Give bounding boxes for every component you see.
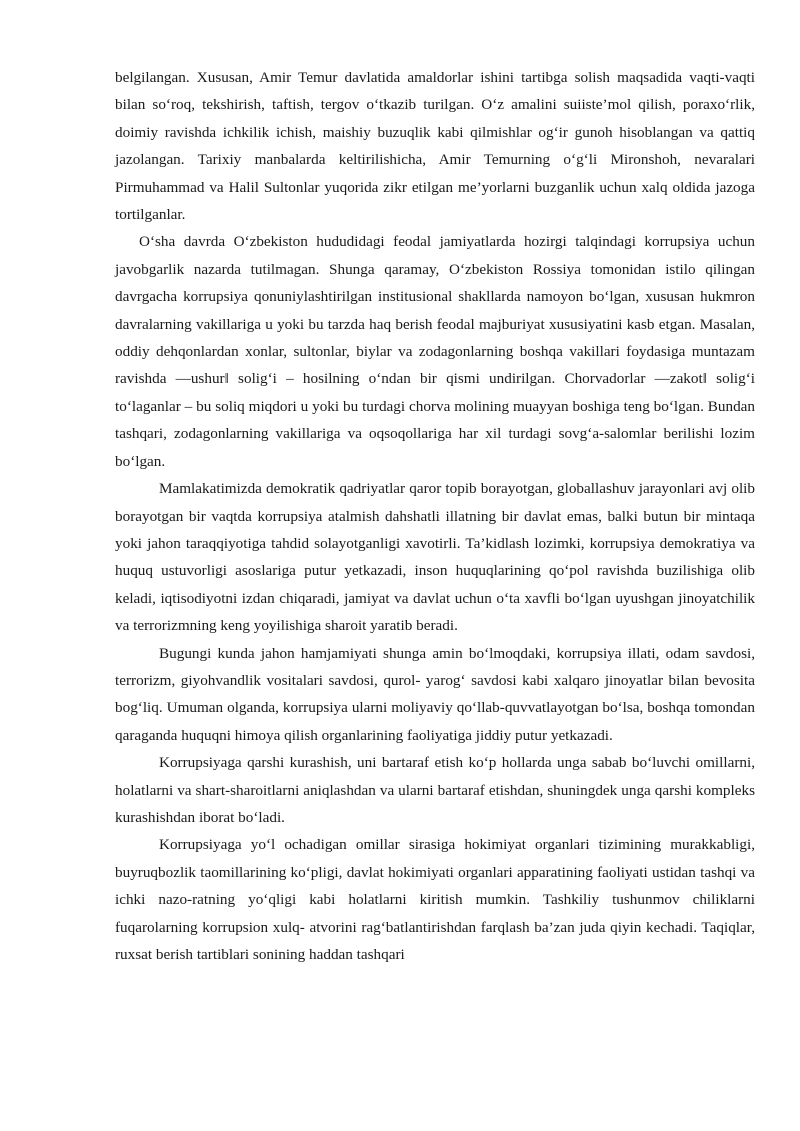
paragraph-2: O‘sha davrda O‘zbekiston hududidagi feodal jamiyatlarda hozirgi talqindagi korrupsiya uchun javobgarlik nazarda tutilmagan. Shunga qaramay, O‘zbekiston Rossiya tomonidan istilo qilingan davrgacha korrupsiya qonuniylashtirilgan institusional shakllarda namoyon bo‘lgan, xususan hukmron davralarning vakillariga u yoki bu tarzda haq berish feodal majburiyat xususiyatini kasb etgan. Masalan, oddiy dehqonlardan xonlar, sultonlar, biylar va zodagonlarning boshqa vakillari foydasiga muntazam ravishda ―ushur‖ solig‘i – hosilning o‘ndan bir qismi undirilgan. Chorvadorlar ―zakot‖ solig‘i to‘laganlar – bu soliq miqdori u yoki bu turdagi chorva molining muayyan boshiga teng bo‘lgan. Bundan tashqari, zodagonlarning vakillariga va oqsoqollariga har xil turdagi sovg‘a-salomlar berilishi lozim bo‘lgan. [115, 233, 755, 470]
paragraph-5: Korrupsiyaga qarshi kurashish, uni bartaraf etish ko‘p hollarda unga sabab bo‘luvchi omillarni, holatlarni va shart-sharoitlarni aniqlashdan va ularni bartaraf etishdan, shuningdek unga qarshi kompleks kurashishdan iborat bo‘ladi. [115, 754, 755, 826]
paragraph-4: Bugungi kunda jahon hamjamiyati shunga amin bo‘lmoqdaki, korrupsiya illati, odam savdosi, terrorizm, giyohvandlik vositalari savdosi, qurol- yarog‘ savdosi kabi xalqaro jinoyatlar bilan bevosita bog‘liq. Umuman olganda, korrupsiya ularni moliyaviy qo‘llab-quvvatlayotgan bo‘lsa, boshqa tomondan qaraganda huquqni himoya qilish organlarining faoliyatiga jiddiy putur yetkazadi. [115, 644, 755, 744]
paragraph-6: Korrupsiyaga yo‘l ochadigan omillar sirasiga hokimiyat organlari tizimining murakkabligi, buyruqbozlik taomillarining ko‘pligi, davlat hokimiyati organlari apparatining faoliyati ustidan tashqi va ichki nazo-ratning yo‘qligi kabi holatlarni kiritish mumkin. Tashkiliy tushunmov chiliklarni fuqarolarning korrupsion xulq- atvorini rag‘batlantirishdan farqlash ba’zan juda qiyin kechadi. Taqiqlar, ruxsat berish tartiblari sonining haddan tashqari [115, 836, 755, 963]
paragraph-1: belgilangan. Xususan, Amir Temur davlatida amaldorlar ishini tartibga solish maqsadida vaqti-vaqti bilan so‘roq, tekshirish, taftish, tergov o‘tkazib turilgan. O‘z amalini suiiste’mol qilish, poraxo‘rlik, doimiy ravishda ichkilik ichish, maishiy buzuqlik kabi qilmishlar og‘ir gunoh hisoblangan va qattiq jazolangan. Tarixiy manbalarda keltirilishicha, Amir Temurning o‘g‘li Mironshoh, nevaralari Pirmuhammad va Halil Sultonlar yuqorida zikr etilgan me’yorlarni buzganlik uchun xalq oldida jazoga tortilganlar. [115, 69, 755, 224]
paragraph-3: Mamlakatimizda demokratik qadriyatlar qaror topib borayotgan, globallashuv jarayonlari avj olib borayotgan bir vaqtda korrupsiya atalmish dahshatli illatning bir davlat emas, balki butun bir mintaqa yoki jahon taraqqiyotiga tahdid solayotganligi xavotirli. Ta’kidlash lozimki, korrupsiya demokratiya va huquq ustuvorligi asoslariga putur yetkazadi, inson huquqlarining qo‘pol ravishda buzilishiga olib keladi, iqtisodiyotni izdan chiqaradi, jamiyat va davlat uchun o‘ta xavfli bo‘lgan uyushgan jinoyatchilik va terrorizmning keng yoyilishiga sharoit yaratib beradi. [115, 480, 755, 635]
document-page [115, 64, 755, 968]
